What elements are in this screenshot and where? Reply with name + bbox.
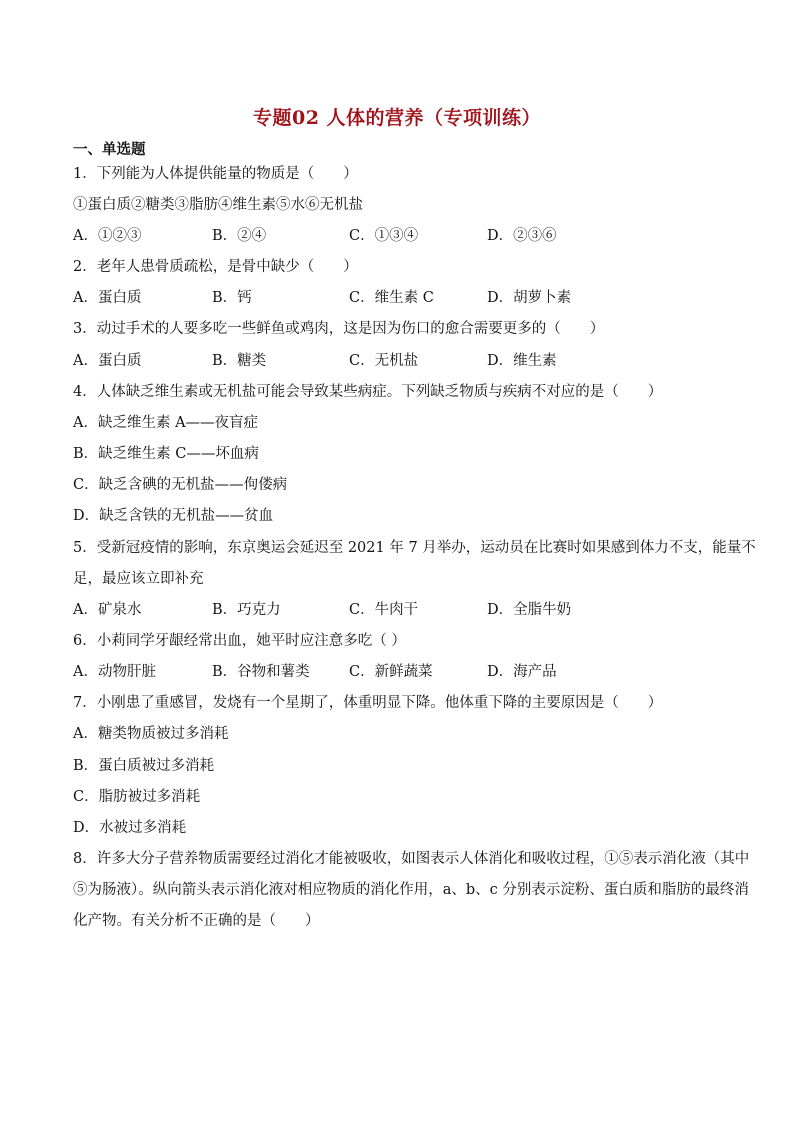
- question-4-option-a: A．缺乏维生素 A——夜盲症: [73, 415, 259, 431]
- question-3-options: [73, 351, 733, 371]
- question-7-stem: 7．小刚患了重感冒，发烧有一个星期了，体重明显下降。他体重下降的主要原因是（ ）: [73, 695, 663, 711]
- option-d: D．胡萝卜素: [487, 290, 572, 306]
- option-c: C．①③④: [349, 228, 419, 244]
- option-c: C．无机盐: [349, 353, 419, 369]
- question-5-options: [73, 600, 733, 620]
- option-a: A．蛋白质: [73, 290, 142, 306]
- page-title: 专题02 人体的营养（专项训练）: [252, 107, 542, 129]
- question-4-option-d: D．缺乏含铁的无机盐——贫血: [73, 508, 274, 524]
- question-4-option-c: C．缺乏含碘的无机盐——佝偻病: [73, 477, 288, 493]
- question-6-stem: 6．小莉同学牙龈经常出血，她平时应注意多吃（ ）: [73, 633, 406, 649]
- question-4-option-b: B．缺乏维生素 C——坏血病: [73, 446, 259, 462]
- question-7-option-b: B．蛋白质被过多消耗: [73, 758, 215, 774]
- question-2-stem: 2．老年人患骨质疏松，是骨中缺少（ ）: [73, 259, 358, 275]
- question-2-options: [73, 288, 733, 308]
- question-1-stem: 1．下列能为人体提供能量的物质是（ ）: [73, 166, 358, 182]
- section-heading: 一、单选题: [73, 141, 146, 158]
- question-1-options: [73, 226, 733, 246]
- option-d: D．海产品: [487, 664, 557, 680]
- option-b: B．糖类: [212, 353, 267, 369]
- question-7-option-a: A．糖类物质被过多消耗: [73, 726, 229, 742]
- option-a: A．蛋白质: [73, 353, 142, 369]
- question-5-stem-cont: 足，最应该立即补充: [73, 571, 204, 587]
- option-c: C．维生素 C: [349, 290, 434, 306]
- question-4-stem: 4．人体缺乏维生素或无机盐可能会导致某些病症。下列缺乏物质与疾病不对应的是（ ）: [73, 384, 663, 400]
- option-a: A．①②③: [73, 228, 142, 244]
- option-b: B．谷物和薯类: [212, 664, 310, 680]
- question-3-stem: 3．动过手术的人要多吃一些鲜鱼或鸡肉，这是因为伤口的愈合需要更多的（ ）: [73, 321, 605, 337]
- option-b: B．钙: [212, 290, 252, 306]
- question-8-stem-line-1: 8．许多大分子营养物质需要经过消化才能被吸收，如图表示人体消化和吸收过程，①⑤表示消化液（其中: [73, 851, 750, 867]
- question-5-stem: 5．受新冠疫情的影响，东京奥运会延迟至 2021 年 7 月举办，运动员在比赛时如果感到体力不支，能量不: [73, 540, 756, 556]
- option-d: D．全脂牛奶: [487, 602, 572, 618]
- question-7-option-d: D．水被过多消耗: [73, 820, 187, 836]
- question-8-stem-line-2: ⑤为肠液）。纵向箭头表示消化液对相应物质的消化作用，a、b、c 分别表示淀粉、蛋白质和脂肪的最终消: [73, 882, 749, 898]
- option-c: C．牛肉干: [349, 602, 419, 618]
- option-d: D．②③⑥: [487, 228, 557, 244]
- option-a: A．矿泉水: [73, 602, 142, 618]
- question-8-stem-line-3: 化产物。有关分析不正确的是（ ）: [73, 913, 320, 929]
- option-c: C．新鲜蔬菜: [349, 664, 433, 680]
- question-1-items: ①蛋白质②糖类③脂肪④维生素⑤水⑥无机盐: [73, 197, 363, 213]
- question-7-option-c: C．脂肪被过多消耗: [73, 789, 201, 805]
- option-d: D．维生素: [487, 353, 557, 369]
- question-6-options: [73, 662, 733, 682]
- option-b: B．巧克力: [212, 602, 281, 618]
- option-a: A．动物肝脏: [73, 664, 156, 680]
- option-b: B．②④: [212, 228, 267, 244]
